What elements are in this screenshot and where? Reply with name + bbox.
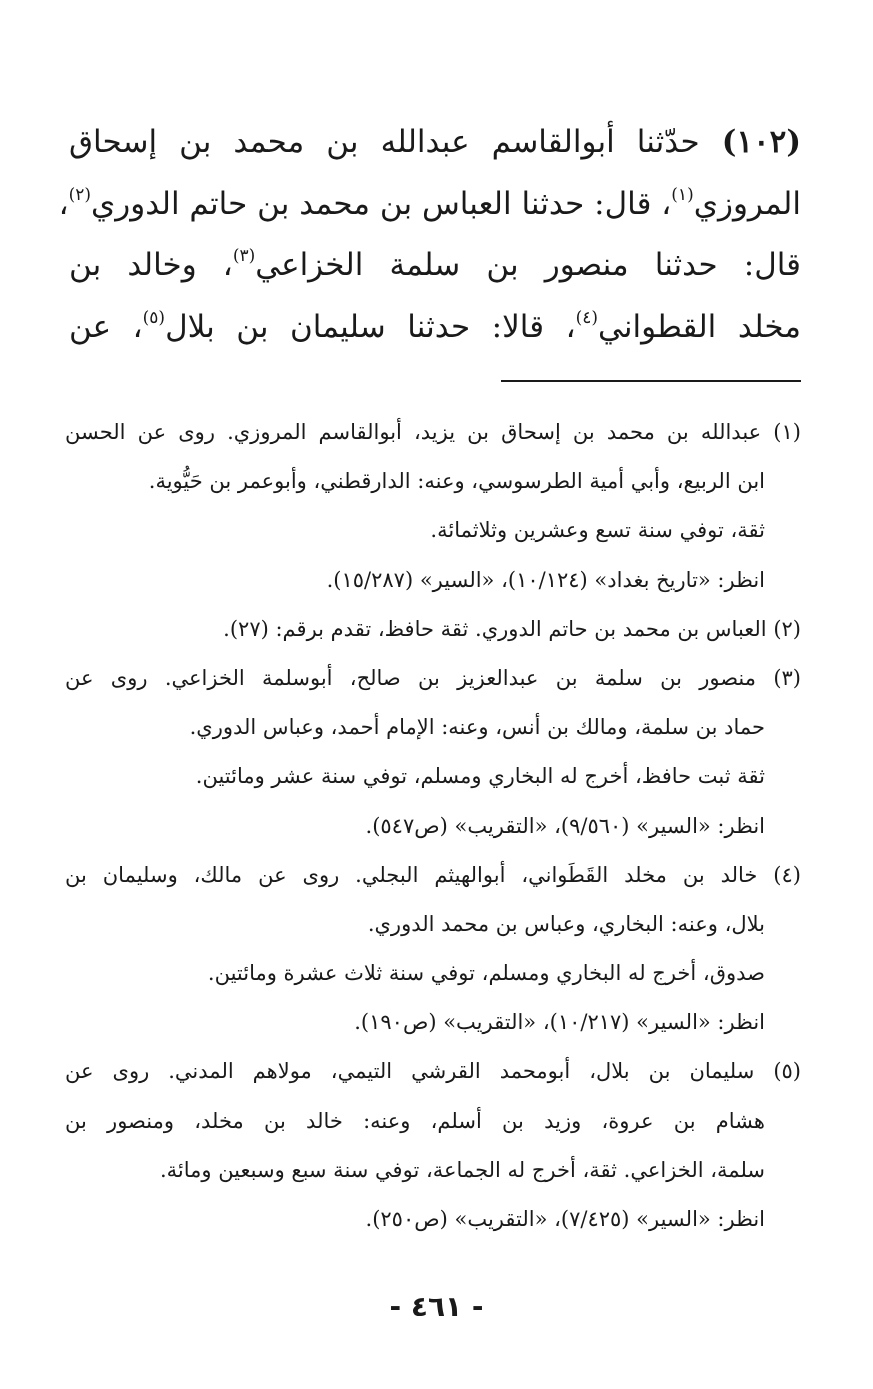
footnote-line: سلمة، الخزاعي. ثقة، أخرج له الجماعة، توفي سنة سبع وسبعين ومائة. [159, 1157, 765, 1182]
footnote-line: (١) عبدالله بن محمد بن إسحاق بن يزيد، أبوالقاسم المروزي. روى عن الحسن [65, 420, 801, 444]
footnote-line: (٢) العباس بن محمد بن حاتم الدوري. ثقة حافظ، تقدم برقم: (٢٧). [223, 616, 801, 641]
main-text [58, 112, 801, 358]
footnote-5 [65, 1047, 801, 1244]
footnote-ref[interactable]: (١) [671, 184, 694, 205]
main-text-segment: ، قال: حدثنا العباس بن محمد بن حاتم الدوري [91, 185, 672, 222]
main-text-line [69, 297, 801, 359]
main-text-segment: حدّثنا أبوالقاسم عبدالله بن محمد بن إسحاق [69, 124, 722, 160]
page-number: - ٤٦١ - [389, 1290, 484, 1323]
footnote-line: انظر: «السير» (٧/٤٢٥)، «التقريب» (ص٢٥٠). [365, 1207, 765, 1231]
footnote-line: انظر: «تاريخ بغداد» (١٠/١٢٤)، «السير» (١٥/٢٨٧). [326, 567, 765, 592]
main-text-line [69, 112, 801, 174]
main-text-line [69, 235, 801, 297]
footnote-line: حماد بن سلمة، ومالك بن أنس، وعنه: الإمام أحمد، وعباس الدوري. [189, 715, 765, 740]
footnote-line: (٣) منصور بن سلمة بن عبدالعزيز بن صالح، أبوسلمة الخزاعي. روى عن [65, 665, 801, 690]
footnote-line: بلال، وعنه: البخاري، وعباس بن محمد الدوري. [367, 911, 765, 936]
footnotes [65, 408, 801, 1244]
hadith-number: (١٠٢) [721, 124, 801, 160]
main-text-segment: قال: حدثنا منصور بن سلمة الخزاعي [255, 247, 801, 283]
main-text-line [58, 174, 801, 236]
footnote-ref[interactable]: (٤) [575, 307, 599, 328]
main-text-segment: ، قالا: حدثنا سليمان بن بلال [165, 308, 576, 345]
footnote-3 [65, 654, 801, 851]
main-text-segment: مخلد القطواني [598, 308, 801, 345]
footnote-line: (٥) سليمان بن بلال، أبومحمد القرشي التيمي، مولاهم المدني. روى عن [65, 1059, 801, 1084]
footnote-line: ابن الربيع، وأبي أمية الطرسوسي، وعنه: الدارقطني، وأبوعمر بن حَيُّوية. [148, 469, 765, 494]
footnote-ref[interactable]: (٥) [142, 307, 166, 328]
footnote-line: هشام بن عروة، وزيد بن أسلم، وعنه: خالد بن مخلد، ومنصور بن [65, 1108, 765, 1133]
footnote-2 [65, 605, 801, 654]
footnote-line: ثقة، توفي سنة تسع وعشرين وثلاثمائة. [430, 518, 765, 543]
footnote-separator [501, 380, 801, 382]
footnote-line: انظر: «السير» (٩/٥٦٠)، «التقريب» (ص٥٤٧). [365, 813, 765, 838]
footnote-ref[interactable]: (٣) [232, 246, 256, 266]
footnote-1 [65, 408, 801, 605]
footnote-4 [65, 851, 801, 1048]
main-text-segment: ، [58, 185, 69, 222]
footnote-line: ثقة ثبت حافظ، أخرج له البخاري ومسلم، توفي سنة عشر ومائتين. [195, 764, 765, 789]
main-text-segment: ، عن [69, 308, 143, 345]
main-text-segment: ، وخالد بن [69, 247, 233, 283]
footnote-line: صدوق، أخرج له البخاري ومسلم، توفي سنة ثلاث عشرة ومائتين. [207, 961, 765, 986]
main-text-segment: المروزي [693, 185, 801, 222]
footnote-line: (٤) خالد بن مخلد القَطَواني، أبوالهيثم البجلي. روى عن مالك، وسليمان بن [65, 862, 801, 887]
footnote-line: انظر: «السير» (١٠/٢١٧)، «التقريب» (ص١٩٠). [354, 1010, 765, 1035]
footnote-ref[interactable]: (٢) [68, 184, 92, 205]
